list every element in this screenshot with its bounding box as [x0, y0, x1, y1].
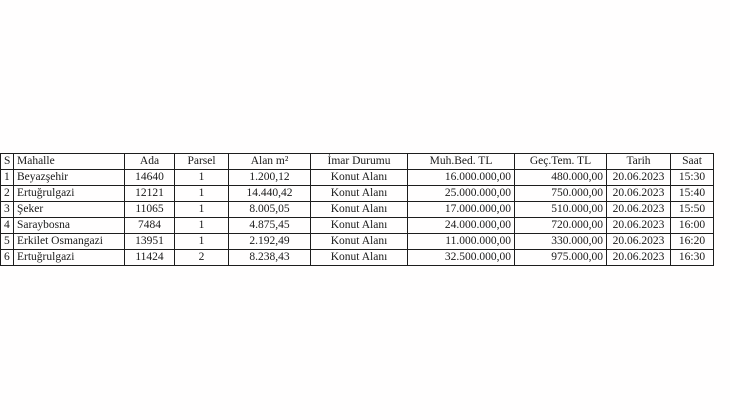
cell-alan: 4.875,45: [229, 218, 311, 234]
table-row: [1, 218, 714, 234]
cell-mahalle: Erkilet Osmangazi: [14, 234, 125, 250]
cell-ada: 11424: [125, 250, 175, 266]
cell-gec: 750.000,00: [515, 186, 607, 202]
table-row: [1, 202, 714, 218]
cell-s: 1: [1, 170, 14, 186]
cell-s: 6: [1, 250, 14, 266]
column-header-muh: Muh.Bed. TL: [408, 154, 515, 170]
cell-imar: Konut Alanı: [311, 218, 408, 234]
column-header-saat: Saat: [671, 154, 714, 170]
cell-alan: 8.005,05: [229, 202, 311, 218]
cell-imar: Konut Alanı: [311, 250, 408, 266]
table-row: [1, 170, 714, 186]
cell-ada: 11065: [125, 202, 175, 218]
cell-alan: 2.192,49: [229, 234, 311, 250]
cell-imar: Konut Alanı: [311, 234, 408, 250]
column-header-imar: İmar Durumu: [311, 154, 408, 170]
cell-gec: 330.000,00: [515, 234, 607, 250]
cell-tarih: 20.06.2023: [607, 234, 671, 250]
cell-saat: 16:20: [671, 234, 714, 250]
cell-tarih: 20.06.2023: [607, 250, 671, 266]
auction-listing-table: [0, 153, 714, 266]
cell-parsel: 1: [175, 186, 229, 202]
cell-muh: 24.000.000,00: [408, 218, 515, 234]
cell-imar: Konut Alanı: [311, 170, 408, 186]
cell-alan: 1.200,12: [229, 170, 311, 186]
cell-imar: Konut Alanı: [311, 186, 408, 202]
cell-ada: 13951: [125, 234, 175, 250]
table-body: [1, 170, 714, 266]
cell-muh: 17.000.000,00: [408, 202, 515, 218]
column-header-ada: Ada: [125, 154, 175, 170]
cell-tarih: 20.06.2023: [607, 218, 671, 234]
cell-mahalle: Ertuğrulgazi: [14, 250, 125, 266]
cell-alan: 8.238,43: [229, 250, 311, 266]
cell-mahalle: Beyazşehir: [14, 170, 125, 186]
cell-parsel: 1: [175, 170, 229, 186]
table-header: [1, 154, 714, 170]
cell-gec: 510.000,00: [515, 202, 607, 218]
cell-saat: 16:00: [671, 218, 714, 234]
cell-s: 4: [1, 218, 14, 234]
table-row: [1, 250, 714, 266]
table-row: [1, 186, 714, 202]
cell-muh: 25.000.000,00: [408, 186, 515, 202]
cell-parsel: 2: [175, 250, 229, 266]
cell-s: 3: [1, 202, 14, 218]
cell-gec: 975.000,00: [515, 250, 607, 266]
column-header-gec: Geç.Tem. TL: [515, 154, 607, 170]
cell-tarih: 20.06.2023: [607, 170, 671, 186]
cell-mahalle: Saraybosna: [14, 218, 125, 234]
cell-s: 2: [1, 186, 14, 202]
cell-mahalle: Ertuğrulgazi: [14, 186, 125, 202]
cell-gec: 480.000,00: [515, 170, 607, 186]
cell-ada: 14640: [125, 170, 175, 186]
cell-mahalle: Şeker: [14, 202, 125, 218]
cell-parsel: 1: [175, 218, 229, 234]
cell-saat: 15:40: [671, 186, 714, 202]
column-header-s: S: [1, 154, 14, 170]
column-header-tarih: Tarih: [607, 154, 671, 170]
cell-s: 5: [1, 234, 14, 250]
cell-alan: 14.440,42: [229, 186, 311, 202]
cell-parsel: 1: [175, 202, 229, 218]
cell-muh: 32.500.000,00: [408, 250, 515, 266]
column-header-mahalle: Mahalle: [14, 154, 125, 170]
cell-saat: 15:30: [671, 170, 714, 186]
column-header-parsel: Parsel: [175, 154, 229, 170]
cell-ada: 7484: [125, 218, 175, 234]
cell-parsel: 1: [175, 234, 229, 250]
cell-ada: 12121: [125, 186, 175, 202]
cell-muh: 11.000.000,00: [408, 234, 515, 250]
table-row: [1, 234, 714, 250]
cell-gec: 720.000,00: [515, 218, 607, 234]
cell-imar: Konut Alanı: [311, 202, 408, 218]
cell-tarih: 20.06.2023: [607, 186, 671, 202]
cell-muh: 16.000.000,00: [408, 170, 515, 186]
cell-tarih: 20.06.2023: [607, 202, 671, 218]
table-header-row: [1, 154, 714, 170]
cell-saat: 15:50: [671, 202, 714, 218]
cell-saat: 16:30: [671, 250, 714, 266]
column-header-alan: Alan m²: [229, 154, 311, 170]
